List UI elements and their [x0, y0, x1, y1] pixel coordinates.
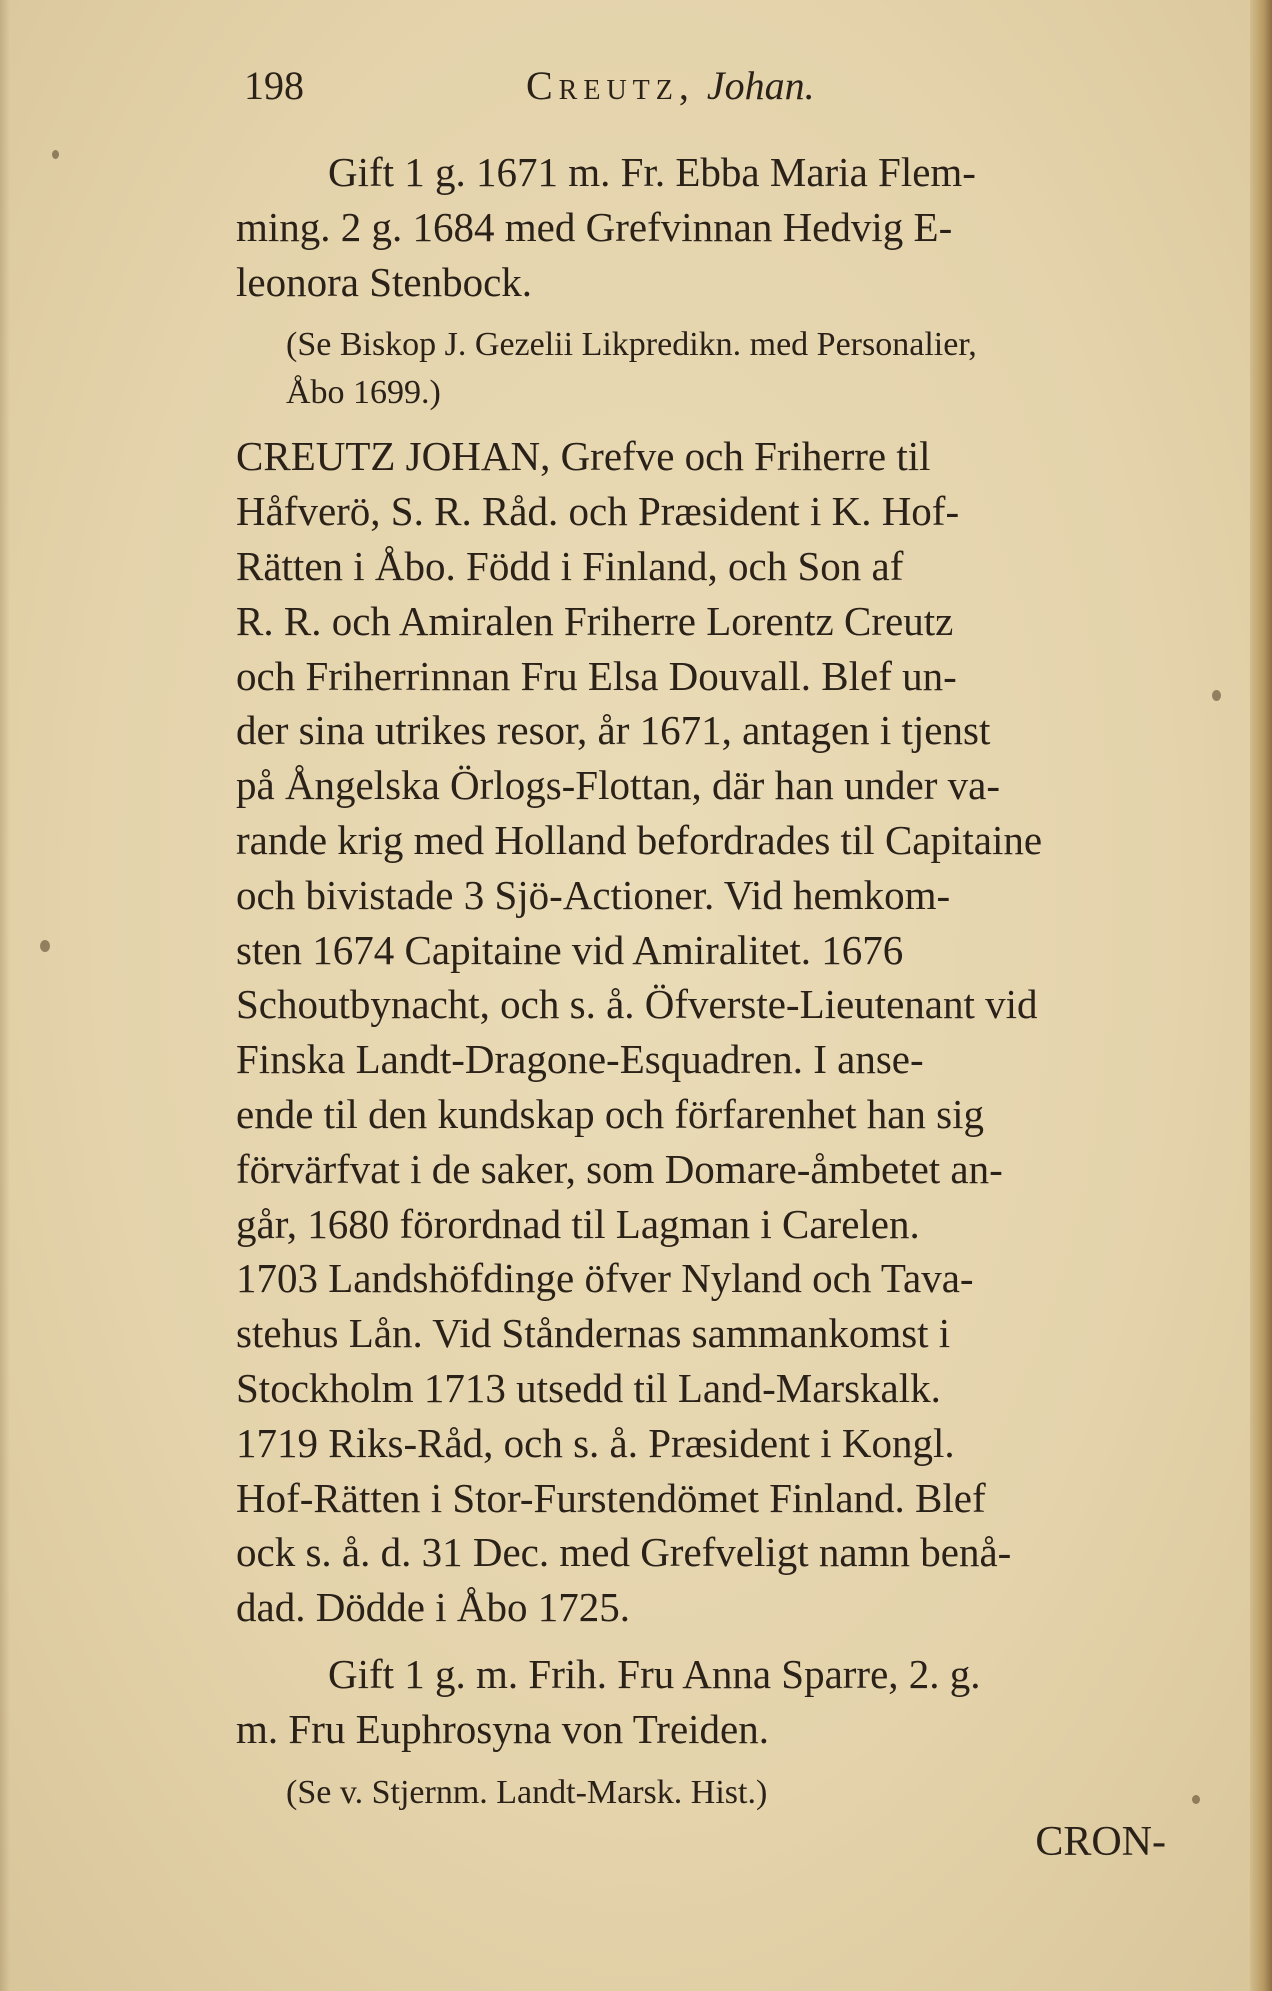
paragraph-gap	[236, 417, 1186, 429]
text-line: ming. 2 g. 1684 med Grefvinnan Hedvig E-	[236, 203, 953, 250]
text-line: Finska Landt-Dragone-Esquadren. I anse-	[236, 1036, 924, 1083]
text-line: Gift 1 g. m. Frih. Fru Anna Sparre, 2. g.	[328, 1650, 981, 1697]
text-line: (Se Biskop J. Gezelii Likpredikn. med Personalier,	[286, 326, 977, 364]
text-line: 1719 Riks-Råd, och s. å. Præsident i Kongl.	[236, 1419, 955, 1466]
text-line: Rätten i Åbo. Född i Finland, och Son af	[236, 542, 904, 589]
running-head-surname: Creutz,	[526, 63, 695, 108]
text-line: Gift 1 g. 1671 m. Fr. Ebba Maria Flem-	[328, 149, 976, 195]
paragraph-note-2	[236, 1769, 1186, 1817]
text-line: Åbo 1699.)	[286, 374, 441, 412]
paragraph-gap	[236, 309, 1186, 321]
text-line: ende til den kundskap och förfarenhet han sig	[236, 1090, 985, 1137]
text-line: der sina utrikes resor, år 1671, antagen i tjenst	[236, 707, 991, 754]
catchword: CRON-	[1035, 1819, 1166, 1865]
text-line: Hof-Rätten i Stor-Furstendömet Finland. Blef	[236, 1474, 986, 1521]
text-line: sten 1674 Capitaine vid Amiralitet. 1676	[236, 926, 904, 973]
text-line: dad. Dödde i Åbo 1725.	[236, 1584, 631, 1631]
body-text	[236, 145, 1186, 1817]
page-right-edge	[1250, 0, 1272, 1991]
ink-speck	[1212, 690, 1221, 701]
running-head	[526, 62, 815, 109]
paragraph-gap	[236, 1635, 1186, 1647]
page-left-shadow	[0, 0, 10, 1991]
text-line: stehus Lån. Vid Ståndernas sammankomst i	[236, 1310, 951, 1357]
text-line: 1703 Landshöfdinge öfver Nyland och Tava-	[236, 1255, 974, 1302]
text-line: Schoutbynacht, och s. å. Öfverste-Lieutenant vid	[236, 981, 1038, 1028]
text-line: ock s. å. d. 31 Dec. med Grefveligt namn benå-	[236, 1529, 1012, 1576]
paragraph-gap	[236, 1757, 1186, 1769]
text-line: m. Fru Euphrosyna von Treiden.	[236, 1705, 769, 1752]
paragraph-marriage-1	[236, 145, 1186, 309]
ink-speck	[40, 940, 50, 952]
text-line: CREUTZ JOHAN, Grefve och Friherre til	[236, 433, 931, 480]
ink-speck	[1192, 1795, 1200, 1804]
text-line: Stockholm 1713 utsedd til Land-Marskalk.	[236, 1364, 941, 1411]
text-line: går, 1680 förordnad til Lagman i Carelen.	[236, 1200, 920, 1247]
running-head-given-name: Johan.	[706, 63, 815, 108]
text-line: Håfverö, S. R. Råd. och Præsident i K. Hof-	[236, 488, 960, 535]
text-line: och bivistade 3 Sjö-Actioner. Vid hemkom-	[236, 871, 951, 918]
paragraph-marriage-2	[236, 1647, 1186, 1757]
ink-speck	[52, 150, 59, 159]
text-line: rande krig med Holland befordrades til Capitaine	[236, 816, 1043, 863]
paragraph-biography	[236, 429, 1186, 1635]
page-number: 198	[244, 63, 304, 108]
text-line: (Se v. Stjernm. Landt-Marsk. Hist.)	[286, 1773, 768, 1811]
text-line: förvärfvat i de saker, som Domare-åmbetet an-	[236, 1145, 1003, 1192]
paragraph-note-1	[236, 321, 1186, 417]
text-line: på Ångelska Örlogs-Flottan, där han under va-	[236, 762, 1000, 809]
page-header	[244, 62, 1164, 122]
text-line: och Friherrinnan Fru Elsa Douvall. Blef un-	[236, 652, 957, 699]
text-line: leonora Stenbock.	[236, 258, 533, 305]
text-line: R. R. och Amiralen Friherre Lorentz Creutz	[236, 597, 954, 644]
